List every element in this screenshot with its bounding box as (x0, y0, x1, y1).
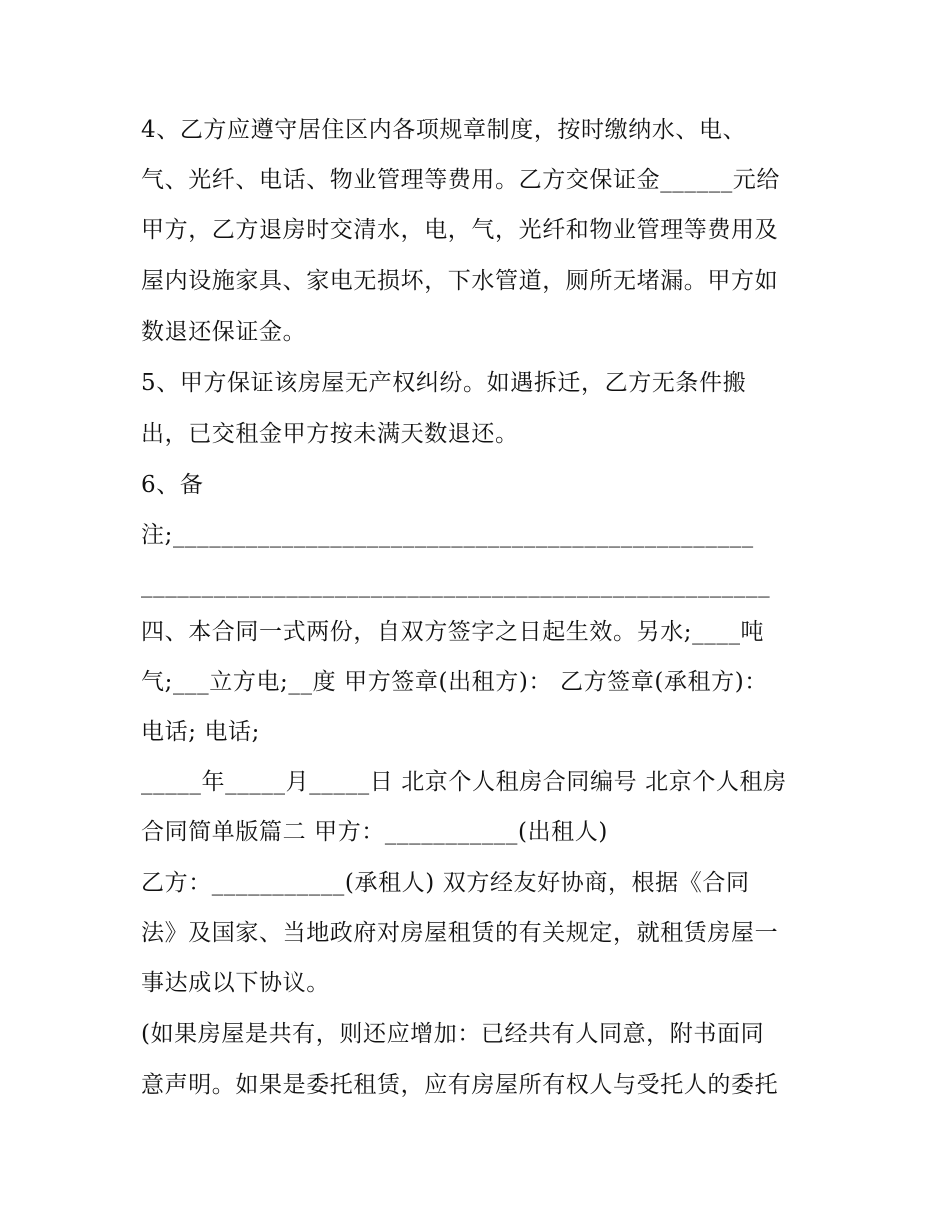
text-line: 6、备 (141, 472, 204, 498)
text-line: (如果房屋是共有，则还应增加：已经共有人同意，附书面同 (141, 1021, 765, 1047)
text-line: 气;___立方电;__度 甲方签章(出租方)： 乙方签章(承租方)： (141, 669, 768, 695)
text-line: 意声明。如果是委托租赁，应有房屋所有权人与受托人的委托 (141, 1072, 779, 1098)
text-line: ____________________________________________________ (141, 572, 771, 598)
text-line: _____年_____月_____日 北京个人租房合同编号 北京个人租房 (141, 769, 787, 795)
text-line: 注;________________________________________________ (141, 522, 754, 548)
text-line: 乙方：___________(承租人) 双方经友好协商，根据《合同 (141, 870, 750, 896)
text-line: 事达成以下协议。 (141, 970, 330, 996)
text-line: 出，已交租金甲方按未满天数退还。 (141, 421, 519, 447)
text-line: 四、本合同一式两份，自双方签字之日起生效。另水;____吨 (141, 619, 765, 645)
text-line: 4、乙方应遵守居住区内各项规章制度，按时缴纳水、电、 (141, 117, 747, 143)
text-line: 甲方，乙方退房时交清水，电，气，光纤和物业管理等费用及 (141, 217, 779, 243)
text-line: 气、光纤、电话、物业管理等费用。乙方交保证金______元给 (141, 167, 780, 193)
text-line: 5、甲方保证该房屋无产权纠纷。如遇拆迁，乙方无条件搬 (141, 370, 747, 396)
text-line: 屋内设施家具、家电无损坏，下水管道，厕所无堵漏。甲方如 (141, 268, 779, 294)
text-line: 合同简单版篇二 甲方：___________(出租人) (141, 819, 608, 845)
text-line: 法》及国家、当地政府对房屋租赁的有关规定，就租赁房屋一 (141, 920, 779, 946)
text-line: 数退还保证金。 (141, 319, 307, 345)
text-line: 电话; 电话; (141, 719, 261, 745)
